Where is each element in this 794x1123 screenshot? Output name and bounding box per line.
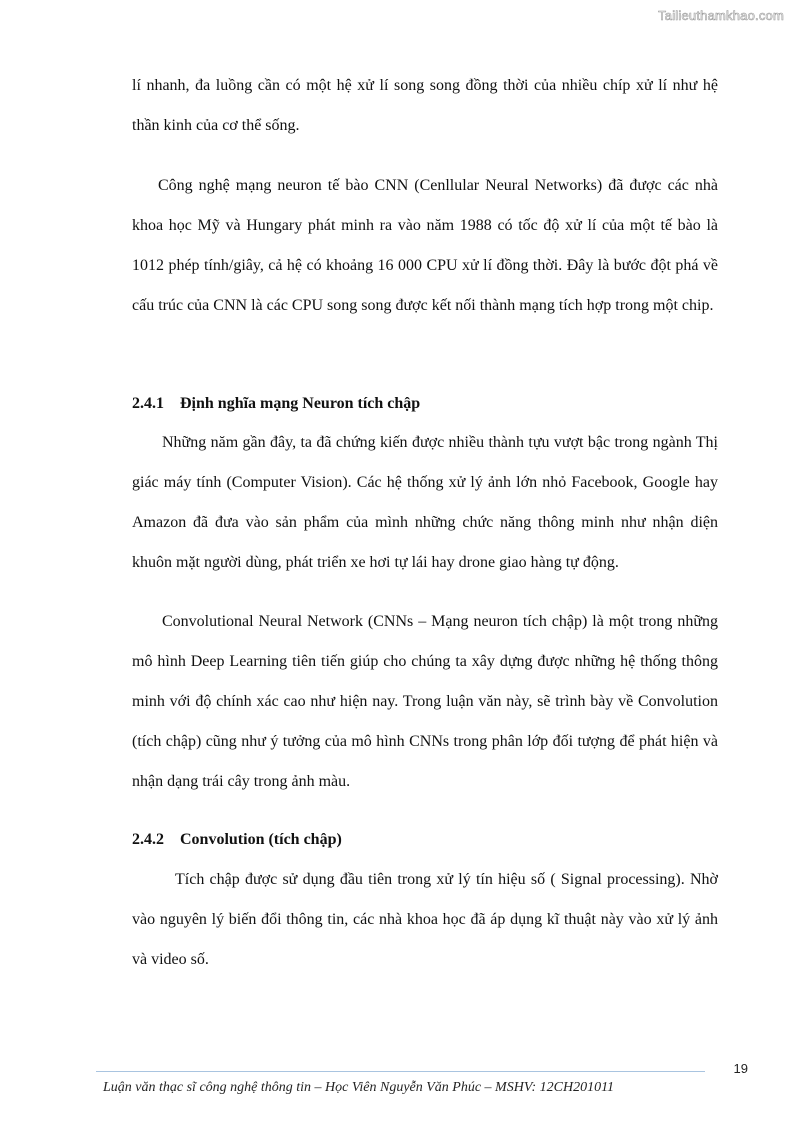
section-number: 2.4.1 — [132, 395, 164, 412]
footer-text: Luận văn thạc sĩ công nghệ thông tin – Học Viên Nguyễn Văn Phúc – MSHV: 12CH201011 — [103, 1080, 615, 1095]
paragraph-cnns-definition: Convolutional Neural Network (CNNs – Mạng neuron tích chập) là một trong những mô hình Deep Learning tiên tiến giúp cho chúng ta xây dựng được những hệ thống thông minh với độ chính xác cao như hiện nay. Trong luận văn này, sẽ trình bày về Convolution (tích chập) cũng như ý tưởng của mô hình CNNs trong phân lớp đối tượng để phát hiện và nhận dạng trái cây trong ảnh màu. — [132, 613, 718, 790]
paragraph-cnn-technology: Công nghệ mạng neuron tế bào CNN (Cenllular Neural Networks) đã được các nhà khoa học Mỹ và Hungary phát minh ra vào năm 1988 có tốc độ xử lí của một tế bào là 1012 phép tính/giây, cả hệ có khoảng 16 000 CPU xử lí đồng thời. Đây là bước đột phá về cấu trúc của CNN là các CPU song song được kết nối thành mạng tích hợp trong một chip. — [132, 177, 718, 314]
watermark: Tailieuthamkhao.com — [658, 8, 784, 23]
page-number: 19 — [733, 1061, 748, 1076]
paragraph-continuation: lí nhanh, đa luồng cần có một hệ xử lí song song đồng thời của nhiều chíp xử lí như hệ thần kinh của cơ thể sống. — [132, 77, 718, 134]
section-heading-2-4-2 — [132, 830, 718, 850]
section-title: Convolution (tích chập) — [180, 831, 342, 848]
footer-rule — [96, 1071, 705, 1072]
section-heading-2-4-1 — [132, 394, 718, 414]
paragraph-convolution-intro: Tích chập được sử dụng đầu tiên trong xử lý tín hiệu số ( Signal processing). Nhờ vào nguyên lý biến đổi thông tin, các nhà khoa học đã áp dụng kĩ thuật này vào xử lý ảnh và video số. — [132, 871, 718, 968]
paragraph-computer-vision: Những năm gần đây, ta đã chứng kiến được nhiều thành tựu vượt bậc trong ngành Thị giác máy tính (Computer Vision). Các hệ thống xử lý ảnh lớn nhỏ Facebook, Google hay Amazon đã đưa vào sản phẩm của mình những chức năng thông minh như nhận diện khuôn mặt người dùng, phát triển xe hơi tự lái hay drone giao hàng tự động. — [132, 434, 718, 571]
section-number: 2.4.2 — [132, 831, 164, 848]
section-title: Định nghĩa mạng Neuron tích chập — [180, 395, 421, 412]
